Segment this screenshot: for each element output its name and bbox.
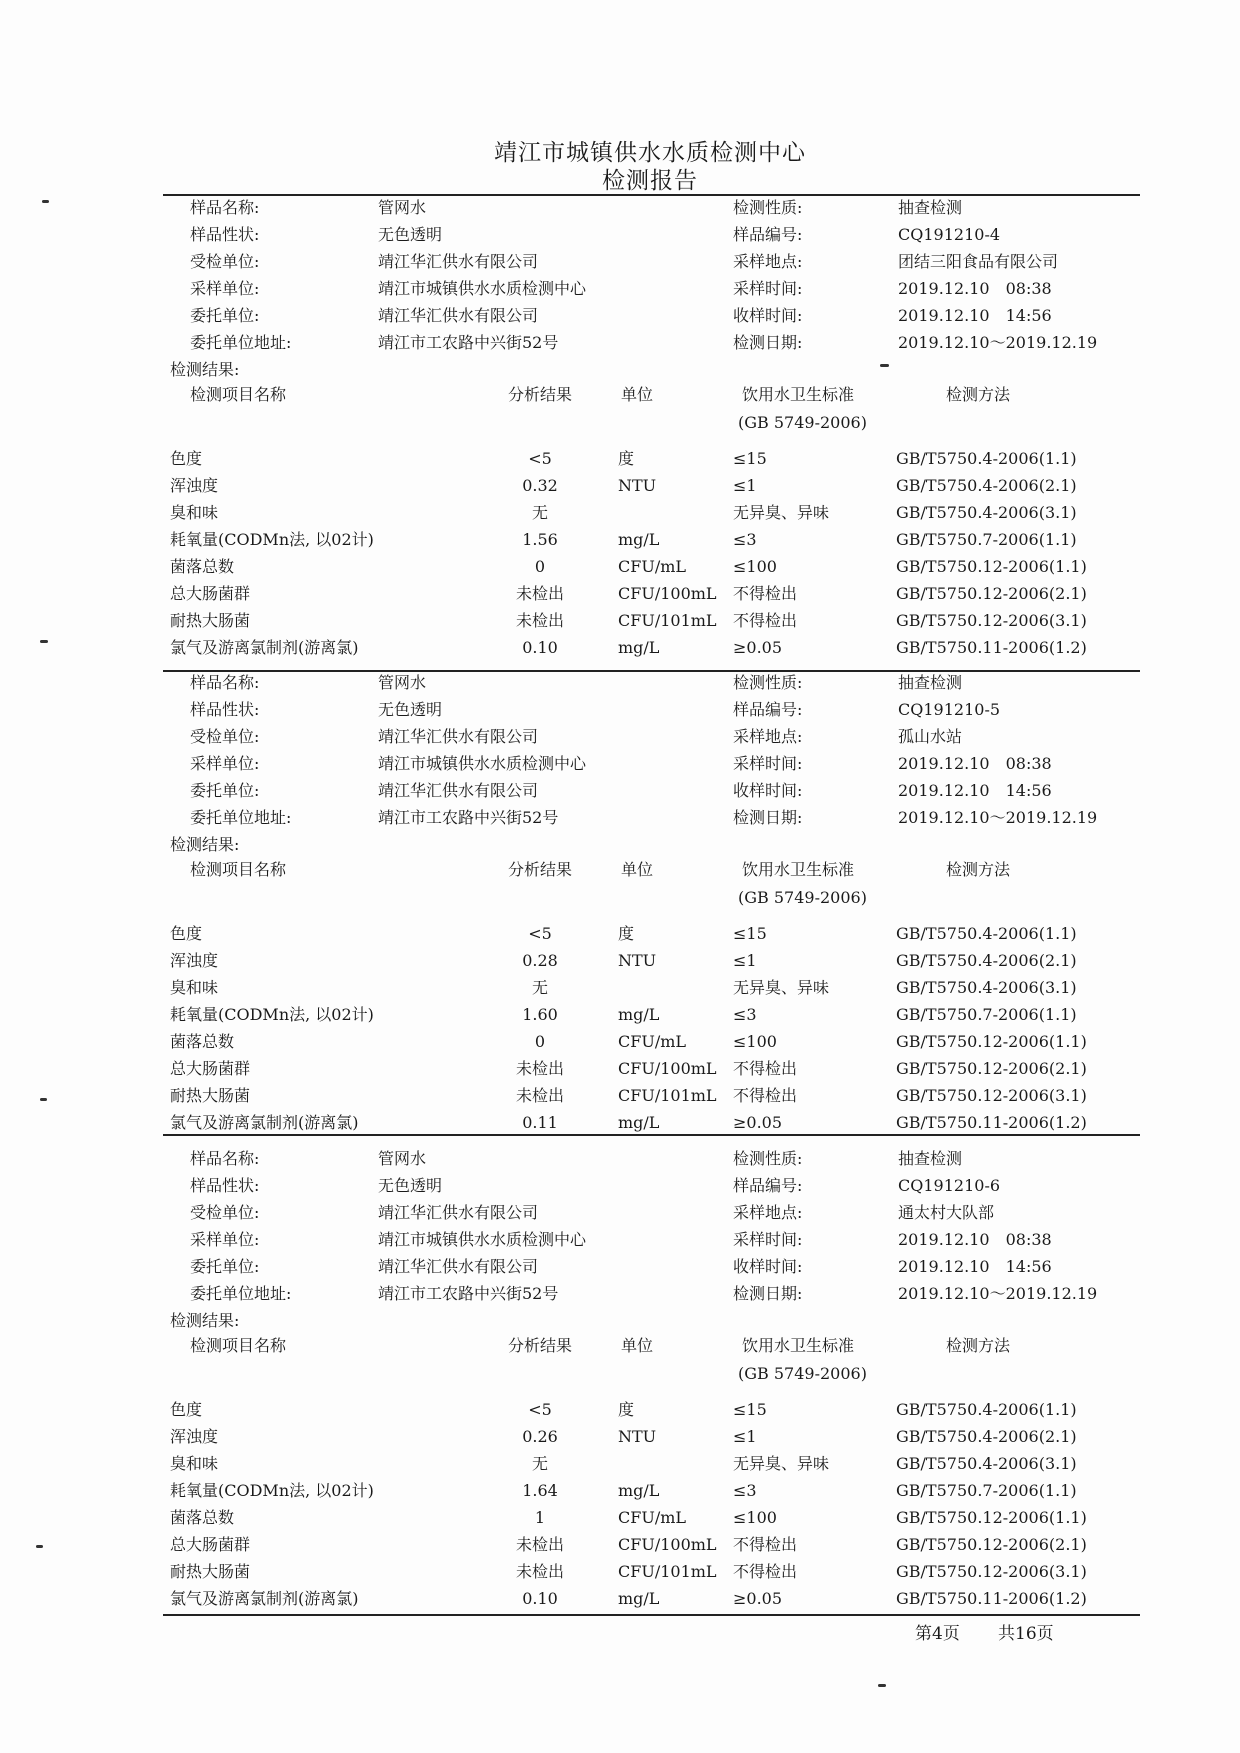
result-row	[0, 1479, 1240, 1503]
result-standard: ≤3	[733, 530, 757, 549]
result-method: GB/T5750.11-2006(1.2)	[896, 1589, 1087, 1608]
result-item: 菌落总数	[170, 1508, 235, 1527]
result-method: GB/T5750.4-2006(3.1)	[896, 503, 1077, 522]
result-standard: ≤100	[733, 557, 777, 576]
result-unit: mg/L	[618, 638, 660, 657]
info-row	[0, 779, 1240, 803]
col-result-header: 分析结果	[508, 860, 573, 879]
page-current: 第4页	[915, 1624, 960, 1644]
client-address-label: 委托单位地址:	[190, 1284, 292, 1303]
result-value: 无	[531, 503, 548, 522]
column-header-row	[0, 858, 1240, 882]
result-method: GB/T5750.4-2006(1.1)	[896, 1400, 1077, 1419]
receive-time-value: 2019.12.10 14:56	[898, 1257, 1052, 1276]
result-method: GB/T5750.11-2006(1.2)	[896, 638, 1087, 657]
col-item-header: 检测项目名称	[190, 1336, 287, 1355]
sampling-unit-label: 采样单位:	[190, 279, 260, 298]
col-item-header: 检测项目名称	[190, 860, 287, 879]
column-subheader-row	[0, 411, 1240, 435]
col-result-header: 分析结果	[508, 385, 573, 404]
result-standard: 不得检出	[733, 1535, 798, 1554]
results-heading-row	[0, 833, 1240, 857]
sampling-unit-label: 采样单位:	[190, 754, 260, 773]
result-unit: mg/L	[618, 1113, 660, 1132]
scan-speck	[880, 364, 889, 367]
result-method: GB/T5750.4-2006(2.1)	[896, 951, 1077, 970]
test-nature-label: 检测性质:	[733, 198, 803, 217]
column-subheader-row	[0, 886, 1240, 910]
result-unit: CFU/100mL	[618, 584, 717, 603]
results-heading: 检测结果:	[170, 1311, 240, 1330]
col-method-header: 检测方法	[946, 1336, 1011, 1355]
test-date-value: 2019.12.10～2019.12.19	[898, 808, 1098, 827]
result-standard: 不得检出	[733, 1086, 798, 1105]
client-address-label: 委托单位地址:	[190, 333, 292, 352]
result-value: 1	[534, 1508, 546, 1527]
result-value: 1.64	[522, 1481, 558, 1500]
results-heading-row	[0, 358, 1240, 382]
result-method: GB/T5750.7-2006(1.1)	[896, 1005, 1077, 1024]
result-unit: CFU/100mL	[618, 1059, 717, 1078]
result-item: 耐热大肠菌	[170, 1562, 251, 1581]
test-nature-value: 抽查检测	[898, 673, 963, 692]
result-method: GB/T5750.12-2006(3.1)	[896, 1562, 1087, 1581]
tested-unit-label: 受检单位:	[190, 252, 260, 271]
sample-state-value: 无色透明	[378, 225, 443, 244]
sample-no-value: CQ191210-5	[898, 700, 1001, 719]
result-standard: ≤100	[733, 1508, 777, 1527]
result-item: 耗氧量(CODMn法, 以02计)	[170, 530, 374, 549]
sampling-time-label: 采样时间:	[733, 754, 803, 773]
results-heading: 检测结果:	[170, 360, 240, 379]
result-value: 未检出	[515, 1535, 564, 1554]
test-nature-label: 检测性质:	[733, 673, 803, 692]
result-unit: CFU/100mL	[618, 1535, 717, 1554]
scan-speck	[40, 1098, 47, 1101]
tested-unit-label: 受检单位:	[190, 727, 260, 746]
result-row	[0, 501, 1240, 525]
sampling-unit-value: 靖江市城镇供水水质检测中心	[378, 279, 587, 298]
info-row	[0, 223, 1240, 247]
result-method: GB/T5750.7-2006(1.1)	[896, 530, 1077, 549]
result-item: 菌落总数	[170, 1032, 235, 1051]
info-row	[0, 1174, 1240, 1198]
receive-time-label: 收样时间:	[733, 1257, 803, 1276]
result-method: GB/T5750.12-2006(3.1)	[896, 1086, 1087, 1105]
test-nature-value: 抽查检测	[898, 1149, 963, 1168]
info-row	[0, 277, 1240, 301]
result-method: GB/T5750.12-2006(1.1)	[896, 1508, 1087, 1527]
receive-time-label: 收样时间:	[733, 306, 803, 325]
col-standard-header: 饮用水卫生标准	[742, 1336, 855, 1355]
sampling-site-value: 孤山水站	[898, 727, 963, 746]
info-row	[0, 752, 1240, 776]
result-method: GB/T5750.4-2006(2.1)	[896, 1427, 1077, 1446]
result-unit: mg/L	[618, 1481, 660, 1500]
sample-name-label: 样品名称:	[190, 1149, 260, 1168]
result-value: 0.11	[522, 1113, 558, 1132]
tested-unit-value: 靖江华汇供水有限公司	[378, 252, 539, 271]
client-value: 靖江华汇供水有限公司	[378, 1257, 539, 1276]
result-item: 总大肠菌群	[170, 1535, 251, 1554]
sampling-site-value: 通太村大队部	[898, 1203, 995, 1222]
result-unit: NTU	[618, 1427, 657, 1446]
result-value: 0.26	[522, 1427, 558, 1446]
sample-section	[0, 196, 1240, 666]
result-value: 未检出	[515, 584, 564, 603]
result-unit: CFU/101mL	[618, 1562, 717, 1581]
result-value: 未检出	[515, 1059, 564, 1078]
result-row	[0, 609, 1240, 633]
result-method: GB/T5750.4-2006(3.1)	[896, 978, 1077, 997]
test-date-label: 检测日期:	[733, 333, 803, 352]
result-standard: 不得检出	[733, 584, 798, 603]
result-unit: 度	[618, 449, 635, 468]
result-standard: ≤15	[733, 1400, 767, 1419]
result-item: 总大肠菌群	[170, 1059, 251, 1078]
column-header-row	[0, 383, 1240, 407]
result-value: 1.60	[522, 1005, 558, 1024]
result-item: 菌落总数	[170, 557, 235, 576]
sampling-unit-value: 靖江市城镇供水水质检测中心	[378, 1230, 587, 1249]
info-row	[0, 196, 1240, 220]
result-method: GB/T5750.11-2006(1.2)	[896, 1113, 1087, 1132]
sampling-time-value: 2019.12.10 08:38	[898, 754, 1052, 773]
result-row	[0, 555, 1240, 579]
result-unit: 度	[618, 1400, 635, 1419]
result-row	[0, 976, 1240, 1000]
sample-state-label: 样品性状:	[190, 700, 260, 719]
col-unit-header: 单位	[621, 1336, 654, 1355]
result-unit: 度	[618, 924, 635, 943]
result-unit: NTU	[618, 951, 657, 970]
result-item: 氯气及游离氯制剂(游离氯)	[170, 638, 359, 657]
result-value: 0	[534, 1032, 546, 1051]
result-row	[0, 922, 1240, 946]
sample-name-value: 管网水	[378, 1149, 427, 1168]
client-address-value: 靖江市工农路中兴街52号	[378, 808, 559, 827]
result-row	[0, 1560, 1240, 1584]
results-heading: 检测结果:	[170, 835, 240, 854]
column-header-row	[0, 1334, 1240, 1358]
column-subheader-row	[0, 1362, 1240, 1386]
result-standard: ≤15	[733, 449, 767, 468]
result-row	[0, 1003, 1240, 1027]
result-value: 1.56	[522, 530, 558, 549]
scan-speck	[36, 1545, 43, 1548]
result-item: 耗氧量(CODMn法, 以02计)	[170, 1005, 374, 1024]
result-item: 浑浊度	[170, 951, 219, 970]
result-standard: ≤3	[733, 1005, 757, 1024]
result-unit: CFU/101mL	[618, 1086, 717, 1105]
result-standard: 不得检出	[733, 1562, 798, 1581]
result-method: GB/T5750.12-2006(3.1)	[896, 611, 1087, 630]
result-method: GB/T5750.12-2006(1.1)	[896, 1032, 1087, 1051]
result-method: GB/T5750.12-2006(2.1)	[896, 584, 1087, 603]
result-unit: mg/L	[618, 1005, 660, 1024]
result-value: <5	[528, 1400, 552, 1419]
info-row	[0, 250, 1240, 274]
result-item: 总大肠菌群	[170, 584, 251, 603]
sampling-time-label: 采样时间:	[733, 279, 803, 298]
sample-name-value: 管网水	[378, 198, 427, 217]
sampling-unit-label: 采样单位:	[190, 1230, 260, 1249]
result-row	[0, 1111, 1240, 1135]
result-method: GB/T5750.4-2006(2.1)	[896, 476, 1077, 495]
org-title: 靖江市城镇供水水质检测中心	[494, 140, 806, 166]
result-item: 色度	[170, 924, 203, 943]
info-row	[0, 698, 1240, 722]
result-standard: 无异臭、异味	[733, 1454, 830, 1473]
result-standard: 不得检出	[733, 1059, 798, 1078]
sample-name-label: 样品名称:	[190, 673, 260, 692]
col-result-header: 分析结果	[508, 1336, 573, 1355]
result-row	[0, 528, 1240, 552]
sample-state-value: 无色透明	[378, 700, 443, 719]
info-row	[0, 1147, 1240, 1171]
col-item-header: 检测项目名称	[190, 385, 287, 404]
sample-state-value: 无色透明	[378, 1176, 443, 1195]
test-date-value: 2019.12.10～2019.12.19	[898, 333, 1098, 352]
result-standard: 不得检出	[733, 611, 798, 630]
col-method-header: 检测方法	[946, 385, 1011, 404]
result-row	[0, 1587, 1240, 1611]
result-item: 色度	[170, 449, 203, 468]
col-standard-ref: (GB 5749-2006)	[738, 1364, 867, 1383]
result-row	[0, 949, 1240, 973]
sampling-time-label: 采样时间:	[733, 1230, 803, 1249]
client-value: 靖江华汇供水有限公司	[378, 306, 539, 325]
result-unit: mg/L	[618, 530, 660, 549]
result-row	[0, 447, 1240, 471]
receive-time-label: 收样时间:	[733, 781, 803, 800]
result-standard: ≤1	[733, 951, 757, 970]
col-unit-header: 单位	[621, 860, 654, 879]
sample-no-value: CQ191210-4	[898, 225, 1001, 244]
result-method: GB/T5750.12-2006(2.1)	[896, 1535, 1087, 1554]
result-value: <5	[528, 449, 552, 468]
result-row	[0, 1030, 1240, 1054]
info-row	[0, 304, 1240, 328]
info-row	[0, 1228, 1240, 1252]
sampling-time-value: 2019.12.10 08:38	[898, 279, 1052, 298]
result-unit: CFU/mL	[618, 1508, 687, 1527]
result-standard: ≤3	[733, 1481, 757, 1500]
result-row	[0, 1533, 1240, 1557]
result-value: 0.28	[522, 951, 558, 970]
col-method-header: 检测方法	[946, 860, 1011, 879]
sampling-site-label: 采样地点:	[733, 1203, 803, 1222]
sample-no-value: CQ191210-6	[898, 1176, 1001, 1195]
sample-name-value: 管网水	[378, 673, 427, 692]
receive-time-value: 2019.12.10 14:56	[898, 781, 1052, 800]
result-value: 无	[531, 1454, 548, 1473]
result-row	[0, 582, 1240, 606]
result-standard: ≤1	[733, 476, 757, 495]
result-item: 氯气及游离氯制剂(游离氯)	[170, 1589, 359, 1608]
client-address-value: 靖江市工农路中兴街52号	[378, 1284, 559, 1303]
result-item: 浑浊度	[170, 1427, 219, 1446]
tested-unit-value: 靖江华汇供水有限公司	[378, 1203, 539, 1222]
page-footer	[0, 1622, 1240, 1648]
sample-no-label: 样品编号:	[733, 700, 803, 719]
result-standard: ≤100	[733, 1032, 777, 1051]
result-row	[0, 636, 1240, 660]
result-unit: CFU/mL	[618, 557, 687, 576]
test-date-label: 检测日期:	[733, 1284, 803, 1303]
client-label: 委托单位:	[190, 306, 260, 325]
sampling-site-label: 采样地点:	[733, 727, 803, 746]
info-row	[0, 331, 1240, 355]
client-address-label: 委托单位地址:	[190, 808, 292, 827]
results-heading-row	[0, 1309, 1240, 1333]
sample-state-label: 样品性状:	[190, 1176, 260, 1195]
result-row	[0, 1398, 1240, 1422]
result-value: 未检出	[515, 611, 564, 630]
result-item: 臭和味	[170, 503, 219, 522]
result-value: 0	[534, 557, 546, 576]
result-value: 0.10	[522, 638, 558, 657]
result-unit: CFU/101mL	[618, 611, 717, 630]
result-item: 色度	[170, 1400, 203, 1419]
result-method: GB/T5750.4-2006(3.1)	[896, 1454, 1077, 1473]
result-standard: 无异臭、异味	[733, 503, 830, 522]
scan-speck	[878, 1684, 886, 1687]
scan-speck	[40, 640, 48, 643]
tested-unit-value: 靖江华汇供水有限公司	[378, 727, 539, 746]
sampling-site-label: 采样地点:	[733, 252, 803, 271]
result-standard: ≤1	[733, 1427, 757, 1446]
test-date-label: 检测日期:	[733, 808, 803, 827]
col-standard-header: 饮用水卫生标准	[742, 385, 855, 404]
result-value: 未检出	[515, 1086, 564, 1105]
tested-unit-label: 受检单位:	[190, 1203, 260, 1222]
result-unit: mg/L	[618, 1589, 660, 1608]
result-unit: CFU/mL	[618, 1032, 687, 1051]
result-value: 未检出	[515, 1562, 564, 1581]
result-value: 无	[531, 978, 548, 997]
result-row	[0, 1084, 1240, 1108]
result-item: 氯气及游离氯制剂(游离氯)	[170, 1113, 359, 1132]
sample-name-label: 样品名称:	[190, 198, 260, 217]
sample-section	[0, 671, 1240, 1141]
result-standard: 无异臭、异味	[733, 978, 830, 997]
result-method: GB/T5750.12-2006(2.1)	[896, 1059, 1087, 1078]
result-item: 臭和味	[170, 1454, 219, 1473]
page-total: 共16页	[998, 1624, 1054, 1644]
result-item: 耐热大肠菌	[170, 611, 251, 630]
sampling-unit-value: 靖江市城镇供水水质检测中心	[378, 754, 587, 773]
client-label: 委托单位:	[190, 781, 260, 800]
client-value: 靖江华汇供水有限公司	[378, 781, 539, 800]
result-item: 臭和味	[170, 978, 219, 997]
result-method: GB/T5750.7-2006(1.1)	[896, 1481, 1077, 1500]
result-row	[0, 1506, 1240, 1530]
result-method: GB/T5750.12-2006(1.1)	[896, 557, 1087, 576]
col-standard-header: 饮用水卫生标准	[742, 860, 855, 879]
sample-no-label: 样品编号:	[733, 1176, 803, 1195]
info-row	[0, 671, 1240, 695]
result-row	[0, 474, 1240, 498]
test-nature-label: 检测性质:	[733, 1149, 803, 1168]
result-item: 浑浊度	[170, 476, 219, 495]
result-value: <5	[528, 924, 552, 943]
sample-section	[0, 1147, 1240, 1617]
result-row	[0, 1452, 1240, 1476]
client-address-value: 靖江市工农路中兴街52号	[378, 333, 559, 352]
test-date-value: 2019.12.10～2019.12.19	[898, 1284, 1098, 1303]
result-value: 0.32	[522, 476, 558, 495]
result-row	[0, 1425, 1240, 1449]
result-standard: ≥0.05	[733, 1589, 783, 1608]
result-method: GB/T5750.4-2006(1.1)	[896, 449, 1077, 468]
result-standard: ≥0.05	[733, 638, 783, 657]
info-row	[0, 725, 1240, 749]
info-row	[0, 806, 1240, 830]
test-nature-value: 抽查检测	[898, 198, 963, 217]
doc-title: 检测报告	[602, 168, 698, 194]
client-label: 委托单位:	[190, 1257, 260, 1276]
sample-no-label: 样品编号:	[733, 225, 803, 244]
scan-speck	[42, 200, 49, 203]
sampling-site-value: 团结三阳食品有限公司	[898, 252, 1059, 271]
info-row	[0, 1201, 1240, 1225]
sample-state-label: 样品性状:	[190, 225, 260, 244]
result-item: 耗氧量(CODMn法, 以02计)	[170, 1481, 374, 1500]
col-standard-ref: (GB 5749-2006)	[738, 888, 867, 907]
receive-time-value: 2019.12.10 14:56	[898, 306, 1052, 325]
result-standard: ≤15	[733, 924, 767, 943]
result-method: GB/T5750.4-2006(1.1)	[896, 924, 1077, 943]
result-unit: NTU	[618, 476, 657, 495]
sampling-time-value: 2019.12.10 08:38	[898, 1230, 1052, 1249]
result-item: 耐热大肠菌	[170, 1086, 251, 1105]
result-row	[0, 1057, 1240, 1081]
result-value: 0.10	[522, 1589, 558, 1608]
result-standard: ≥0.05	[733, 1113, 783, 1132]
col-standard-ref: (GB 5749-2006)	[738, 413, 867, 432]
info-row	[0, 1282, 1240, 1306]
info-row	[0, 1255, 1240, 1279]
col-unit-header: 单位	[621, 385, 654, 404]
